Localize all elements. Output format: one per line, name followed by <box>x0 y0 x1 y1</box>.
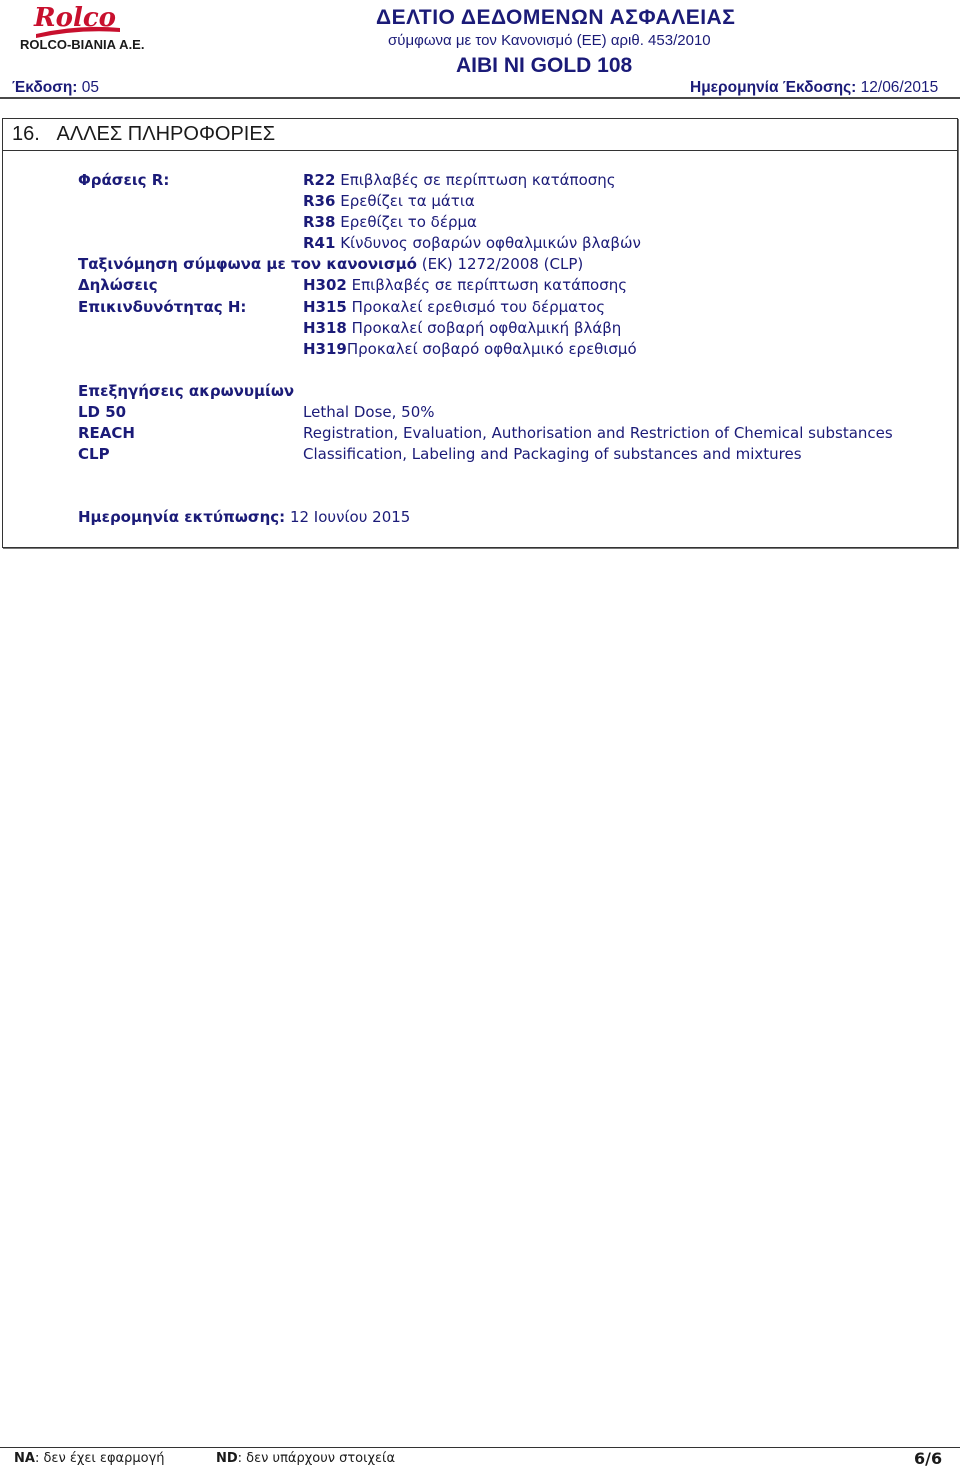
footer-divider <box>0 1447 960 1448</box>
footer-na-note <box>14 1451 165 1466</box>
h-statement-text: Επιβλαβές σε περίπτωση κατάποσης <box>346 276 628 294</box>
company-name: ROLCO-ΒΙΑΝΙΑ Α.Ε. <box>20 37 145 52</box>
issue-date-info <box>690 79 938 97</box>
issue-date-value: 12/06/2015 <box>860 79 939 96</box>
abbreviations-heading: Επεξηγήσεις ακρωνυμίων <box>78 382 295 400</box>
r-phrase-item <box>303 213 477 231</box>
abbreviation-meaning: Lethal Dose, 50% <box>303 403 435 421</box>
issue-date-label: Ημερομηνία Έκδοσης: <box>690 79 857 96</box>
r-phrase-code: R41 <box>303 234 336 252</box>
edition-info <box>12 79 99 97</box>
header-divider <box>0 97 960 99</box>
r-phrase-item <box>303 192 475 210</box>
hazard-statements-label-line2: Επικινδυνότητας Η: <box>78 298 247 316</box>
abbreviation-term: LD 50 <box>78 403 127 421</box>
h-statement-text: Προκαλεί σοβαρή οφθαλμική βλάβη <box>346 319 622 337</box>
r-phrase-item <box>303 234 641 252</box>
footer-nd-note <box>216 1451 395 1466</box>
hazard-statements-label-line1: Δηλώσεις <box>78 276 158 294</box>
r-phrase-code: R38 <box>303 213 336 231</box>
h-statement-item <box>303 340 637 358</box>
edition-value: 05 <box>81 79 100 96</box>
section-title: ΑΛΛΕΣ ΠΛΗΡΟΦΟΡΙΕΣ <box>56 123 276 145</box>
r-phrase-code: R36 <box>303 192 336 210</box>
h-statement-code: H315 <box>303 298 347 316</box>
r-phrase-text: Επιβλαβές σε περίπτωση κατάποσης <box>340 171 616 189</box>
na-text: : δεν έχει εφαρμογή <box>34 1451 165 1466</box>
regulation-subtitle: σύμφωνα με τον Κανονισμό (ΕΕ) αριθ. 453/2010 <box>388 32 711 49</box>
abbreviation-term: CLP <box>78 445 110 463</box>
abbreviation-term: REACH <box>78 424 135 442</box>
print-date-label: Ημερομηνία εκτύπωσης: <box>78 508 286 526</box>
r-phrase-text: Ερεθίζει τα μάτια <box>340 192 475 210</box>
document-title: ΔΕΛΤΙΟ ΔΕΔΟΜΕΝΩΝ ΑΣΦΑΛΕΙΑΣ <box>376 6 736 29</box>
section-number: 16. <box>12 123 40 145</box>
abbreviation-meaning: Classification, Labeling and Packaging of substances and mixtures <box>303 445 802 463</box>
page-number: 6/6 <box>914 1449 943 1468</box>
h-statement-code: H319 <box>303 340 347 358</box>
section-heading <box>12 123 275 146</box>
r-phrase-code: R22 <box>303 171 336 189</box>
clp-heading-bold: Ταξινόμηση σύμφωνα με τον κανονισμό <box>78 255 417 273</box>
h-statement-code: H318 <box>303 319 347 337</box>
h-statement-item <box>303 298 605 316</box>
h-statement-text: Προκαλεί ερεθισμό του δέρματος <box>346 298 606 316</box>
r-phrases-label: Φράσεις R: <box>78 171 170 189</box>
rolco-logo <box>32 2 124 40</box>
h-statement-text: Προκαλεί σοβαρό οφθαλμικό ερεθισμό <box>346 340 637 358</box>
h-statement-item <box>303 319 621 337</box>
abbreviation-meaning: Registration, Evaluation, Authorisation and Restriction of Chemical substances <box>303 424 893 442</box>
section-title-divider <box>3 150 957 151</box>
print-date-value: 12 Ιουνίου 2015 <box>289 508 411 526</box>
nd-text: : δεν υπάρχουν στοιχεία <box>237 1451 396 1466</box>
h-statement-code: H302 <box>303 276 347 294</box>
na-label: NA <box>14 1451 35 1466</box>
product-name: AIBI NI GOLD 108 <box>456 54 633 77</box>
print-date <box>78 508 410 526</box>
h-statement-item <box>303 276 627 294</box>
nd-label: ND <box>216 1451 238 1466</box>
r-phrase-item <box>303 171 616 189</box>
clp-classification-heading <box>78 255 583 273</box>
edition-label: Έκδοση: <box>12 79 78 96</box>
clp-heading-regulation: (ΕΚ) 1272/2008 (CLP) <box>421 255 584 273</box>
r-phrase-text: Κίνδυνος σοβαρών οφθαλμικών βλαβών <box>340 234 641 252</box>
r-phrase-text: Ερεθίζει το δέρμα <box>340 213 477 231</box>
logo-wordmark: Rolco <box>34 3 116 33</box>
